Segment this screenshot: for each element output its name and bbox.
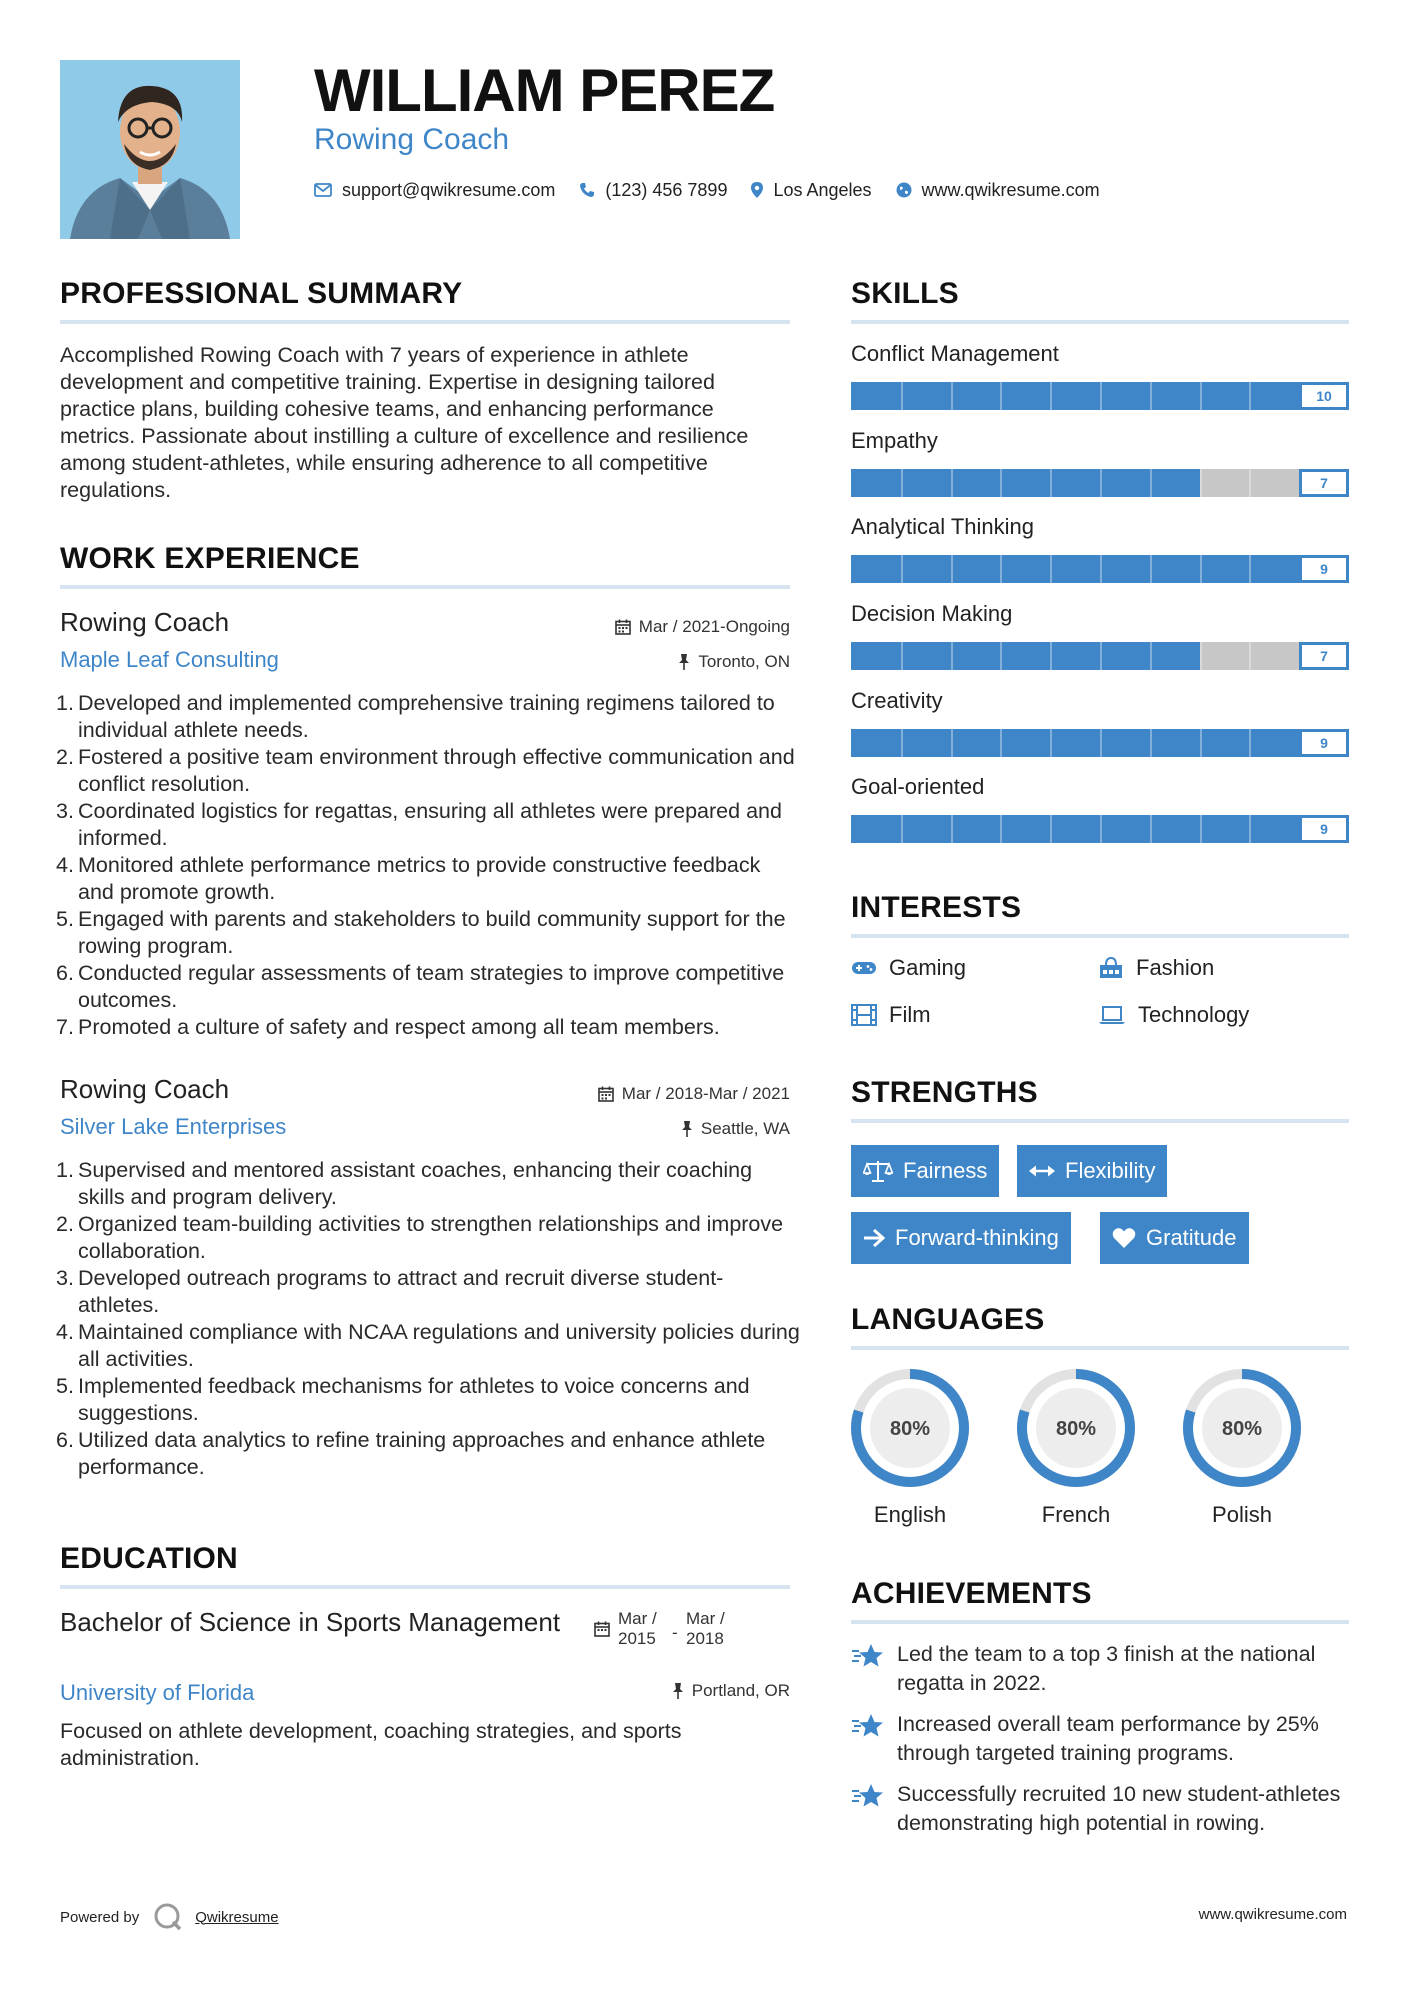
candidate-name: WILLIAM PEREZ [314, 57, 775, 124]
skill-bar-segment [1249, 382, 1251, 410]
contact-email[interactable] [314, 180, 555, 201]
skill-bar-segment [1200, 815, 1202, 843]
skill-row [851, 340, 1349, 427]
summary-text: Accomplished Rowing Coach with 7 years of experience in athlete development and competitive training. Expertise in designing tailored practice plans, building cohesive teams, and enhancing performance metrics. Passionate about instilling a culture of excellence and resilience among student-athletes, while ensuring adherence to all competitive regulations. [60, 343, 749, 502]
skill-row [851, 600, 1349, 687]
education-start: Mar / 2015 [618, 1609, 657, 1648]
interest-label: Film [889, 1002, 931, 1027]
skill-bar-segment [1050, 642, 1052, 670]
skill-bar-segment [1000, 729, 1002, 757]
star-award-icon [851, 1782, 885, 1810]
skill-bar-segment [1100, 382, 1102, 410]
skill-bar-segment [1150, 382, 1152, 410]
skill-bar-segment [901, 469, 903, 497]
skill-bar-segment [1000, 642, 1002, 670]
language-name: English [873, 1502, 947, 1527]
skill-bar-segment [1200, 555, 1202, 583]
language-item [1180, 1366, 1304, 1529]
list-item: 7. Promoted a culture of safety and respect among all team members. [56, 1015, 720, 1039]
skill-bar-segment [1200, 382, 1202, 410]
skill-bar-segment [1000, 555, 1002, 583]
laptop-icon [1098, 1005, 1126, 1025]
calendar-icon [594, 1621, 610, 1637]
skill-bar-segment [901, 642, 903, 670]
skill-bar-segment [1249, 555, 1251, 583]
skill-bar-segment [1249, 469, 1251, 497]
envelope-icon [314, 183, 332, 197]
skill-bar-segment [1249, 729, 1251, 757]
section-divider [851, 1119, 1349, 1123]
skill-name: Decision Making [851, 601, 1013, 627]
gamepad-icon [851, 960, 877, 976]
interest-label: Technology [1138, 1002, 1250, 1027]
interest-label: Gaming [889, 955, 967, 980]
skill-bar [851, 555, 1349, 583]
skill-score: 7 [1299, 642, 1349, 670]
education-dates [594, 1609, 736, 1649]
skill-bar-fill [851, 729, 1299, 757]
arrows-horizontal-icon [1029, 1164, 1055, 1178]
pushpin-icon [678, 654, 690, 670]
skill-bar-segment [1100, 642, 1102, 670]
pushpin-icon [672, 1683, 684, 1699]
job-location [681, 1118, 790, 1140]
job-location-text: Seattle, WA [700, 1119, 790, 1138]
candidate-role: Rowing Coach [314, 123, 510, 156]
achievement-text: Successfully recruited 10 new student-athletes demonstrating high potential in rowing. [897, 1782, 1341, 1835]
skill-bar-segment [1100, 815, 1102, 843]
education-description: Focused on athlete development, coaching strategies, and sports administration. [60, 1719, 682, 1770]
languages-heading: LANGUAGES [851, 1303, 1045, 1336]
phone-icon [579, 182, 595, 198]
section-divider [60, 320, 790, 324]
skill-score: 10 [1299, 382, 1349, 410]
section-divider [851, 934, 1349, 938]
skill-score: 9 [1299, 815, 1349, 843]
skill-bar [851, 815, 1349, 843]
skill-bar-segment [1150, 642, 1152, 670]
skill-bar-segment [1100, 469, 1102, 497]
skill-bar-segment [901, 382, 903, 410]
education-location-text: Portland, OR [691, 1681, 790, 1700]
language-item [1014, 1366, 1138, 1529]
language-percent: 80% [1055, 1418, 1097, 1440]
arrow-right-icon [863, 1228, 885, 1248]
job-responsibilities [56, 690, 800, 1041]
profile-photo [60, 60, 240, 239]
skill-bar-segment [1100, 729, 1102, 757]
job-company: Maple Leaf Consulting [60, 647, 279, 672]
strength-chip [1100, 1212, 1249, 1264]
contact-location [751, 180, 871, 201]
job-location [678, 651, 790, 673]
skill-row [851, 687, 1349, 774]
skill-bar-segment [951, 729, 953, 757]
language-name: French [1041, 1502, 1111, 1527]
skill-bar-segment [1000, 382, 1002, 410]
star-award-icon [851, 1712, 885, 1740]
skill-bar-segment [1200, 729, 1202, 757]
list-item: 5. Implemented feedback mechanisms for athletes to voice concerns and suggestions. [56, 1374, 750, 1425]
education-heading: EDUCATION [60, 1542, 238, 1575]
job-dates-text: Mar / 2018-Mar / 2021 [621, 1084, 790, 1103]
skill-bar-fill [851, 815, 1299, 843]
skill-bar-segment [951, 382, 953, 410]
language-percent: 80% [889, 1418, 931, 1440]
skill-bar-segment [951, 815, 953, 843]
strength-label: Fairness [903, 1158, 988, 1183]
skill-bar-segment [1000, 469, 1002, 497]
person-illustration [60, 60, 240, 239]
section-divider [60, 585, 790, 589]
email-text: support@qwikresume.com [342, 179, 556, 200]
skill-name: Creativity [851, 687, 943, 713]
language-name: Polish [1212, 1502, 1272, 1527]
skill-bar-segment [1150, 815, 1152, 843]
skill-row [851, 513, 1349, 600]
skill-bar-segment [1249, 642, 1251, 670]
language-percent: 80% [1221, 1418, 1263, 1440]
interests-heading: INTERESTS [851, 891, 1022, 924]
section-divider [851, 1620, 1349, 1624]
skill-bar-segment [951, 555, 953, 583]
phone-text: (123) 456 7899 [605, 179, 728, 200]
list-item: 2. Organized team-building activities to strengthen relationships and improve collaboration. [56, 1212, 784, 1263]
achievement-item [851, 1710, 1349, 1768]
section-divider [851, 320, 1349, 324]
language-ring [848, 1366, 972, 1490]
map-pin-icon [751, 182, 763, 198]
heart-icon [1112, 1227, 1136, 1249]
skill-score: 7 [1299, 469, 1349, 497]
strength-label: Gratitude [1146, 1225, 1237, 1250]
language-ring [1014, 1366, 1138, 1490]
interest-item [851, 954, 966, 982]
experience-heading: WORK EXPERIENCE [60, 542, 360, 575]
skill-name: Empathy [851, 427, 938, 453]
contact-phone[interactable] [579, 180, 727, 201]
skill-score: 9 [1299, 729, 1349, 757]
education-location [672, 1680, 790, 1702]
skills-heading: SKILLS [851, 277, 959, 310]
education-end: Mar / 2018 [686, 1609, 725, 1648]
achievements-heading: ACHIEVEMENTS [851, 1577, 1092, 1610]
interest-label: Fashion [1136, 955, 1215, 980]
skill-bar-segment [1050, 469, 1052, 497]
section-divider [851, 1346, 1349, 1350]
achievements-list [851, 1640, 1349, 1838]
skill-bar-segment [951, 469, 953, 497]
strength-chip [1017, 1145, 1167, 1197]
achievement-text: Increased overall team performance by 25% through targeted training programs. [897, 1712, 1319, 1765]
skill-bar-segment [1249, 815, 1251, 843]
skill-bar-segment [1100, 555, 1102, 583]
job-location-text: Toronto, ON [698, 652, 790, 671]
achievement-text: Led the team to a top 3 finish at the national regatta in 2022. [897, 1642, 1316, 1695]
job-dates [598, 1083, 790, 1105]
skill-bar [851, 729, 1349, 757]
contact-website[interactable] [896, 180, 1100, 201]
language-item [848, 1366, 972, 1529]
skill-bar-segment [1200, 469, 1202, 497]
skill-bar-segment [1050, 815, 1052, 843]
skill-name: Conflict Management [851, 341, 1059, 366]
job-dates [615, 616, 790, 638]
star-award-icon [851, 1642, 885, 1670]
job-title: Rowing Coach [60, 607, 230, 637]
skill-bar-segment [1150, 729, 1152, 757]
list-item: 2. Fostered a positive team environment through effective communication and conflict resolution. [56, 745, 795, 796]
skill-bar-segment [1200, 642, 1202, 670]
achievement-item [851, 1640, 1349, 1698]
balance-scale-icon [863, 1159, 893, 1183]
list-item: 3. Coordinated logistics for regattas, ensuring all athletes were prepared and informed. [56, 799, 782, 850]
skill-bar-segment [1050, 382, 1052, 410]
list-item: 3. Developed outreach programs to attract and recruit diverse student-athletes. [56, 1266, 724, 1317]
interest-item [1098, 1001, 1249, 1029]
list-item: 5. Engaged with parents and stakeholders to build community support for the rowing program. [56, 907, 786, 958]
globe-icon [896, 182, 912, 198]
skill-name: Goal-oriented [851, 774, 985, 800]
skill-bar-fill [851, 642, 1200, 670]
footer-branding [60, 1902, 279, 1932]
list-item: 4. Monitored athlete performance metrics to provide constructive feedback and promote growth. [56, 853, 761, 904]
pushpin-icon [681, 1121, 693, 1137]
skill-score: 9 [1299, 555, 1349, 583]
skill-bar [851, 382, 1349, 410]
list-item: 6. Conducted regular assessments of team strategies to improve competitive outcomes. [56, 961, 785, 1012]
skill-bar-segment [1050, 729, 1052, 757]
strengths-heading: STRENGTHS [851, 1076, 1038, 1109]
school-name: University of Florida [60, 1680, 255, 1705]
job-dates-text: Mar / 2021-Ongoing [638, 617, 790, 636]
shopping-bag-icon [1098, 957, 1124, 979]
calendar-icon [615, 619, 631, 635]
strength-label: Forward-thinking [895, 1225, 1059, 1250]
qwikresume-link[interactable]: Qwikresume [195, 1908, 279, 1926]
list-item: 1. Supervised and mentored assistant coaches, enhancing their coaching skills and program delivery. [56, 1158, 753, 1209]
website-text: www.qwikresume.com [921, 179, 1100, 200]
skill-bar-segment [951, 642, 953, 670]
footer-url[interactable]: www.qwikresume.com [1198, 1906, 1347, 1923]
skill-row [851, 773, 1349, 860]
list-item: 6. Utilized data analytics to refine training approaches and enhance athlete performance. [56, 1428, 766, 1479]
job-responsibilities [56, 1157, 800, 1481]
calendar-icon [598, 1086, 614, 1102]
interest-item [851, 1001, 931, 1029]
skill-bar-segment [901, 729, 903, 757]
powered-by-label: Powered by [60, 1908, 140, 1926]
strength-chip [851, 1145, 999, 1197]
skill-bar [851, 469, 1349, 497]
skill-bar-segment [1000, 815, 1002, 843]
skill-bar-fill [851, 555, 1299, 583]
skill-bar-segment [901, 815, 903, 843]
date-separator: - [672, 1623, 678, 1642]
job-company: Silver Lake Enterprises [60, 1114, 287, 1139]
achievement-item [851, 1780, 1349, 1838]
list-item: 1. Developed and implemented comprehensive training regimens tailored to individual athlete needs. [56, 691, 775, 742]
skills-list [851, 340, 1349, 860]
skill-bar-segment [1150, 469, 1152, 497]
skill-row [851, 427, 1349, 514]
degree-title: Bachelor of Science in Sports Management [60, 1607, 561, 1637]
skill-name: Analytical Thinking [851, 514, 1035, 540]
summary-heading: PROFESSIONAL SUMMARY [60, 277, 463, 310]
strength-label: Flexibility [1065, 1158, 1156, 1183]
skill-bar-segment [1150, 555, 1152, 583]
film-icon [851, 1004, 877, 1026]
job-title: Rowing Coach [60, 1074, 230, 1104]
location-text: Los Angeles [773, 179, 872, 200]
strength-chip [851, 1212, 1071, 1264]
skill-bar-fill [851, 469, 1200, 497]
language-ring [1180, 1366, 1304, 1490]
qwikresume-logo-icon [153, 1902, 183, 1932]
skill-bar-segment [1050, 555, 1052, 583]
list-item: 4. Maintained compliance with NCAA regulations and university policies during all activities. [56, 1320, 800, 1371]
section-divider [60, 1585, 790, 1589]
interest-item [1098, 954, 1214, 982]
contact-bar [314, 178, 1124, 202]
skill-bar-segment [901, 555, 903, 583]
skill-bar [851, 642, 1349, 670]
